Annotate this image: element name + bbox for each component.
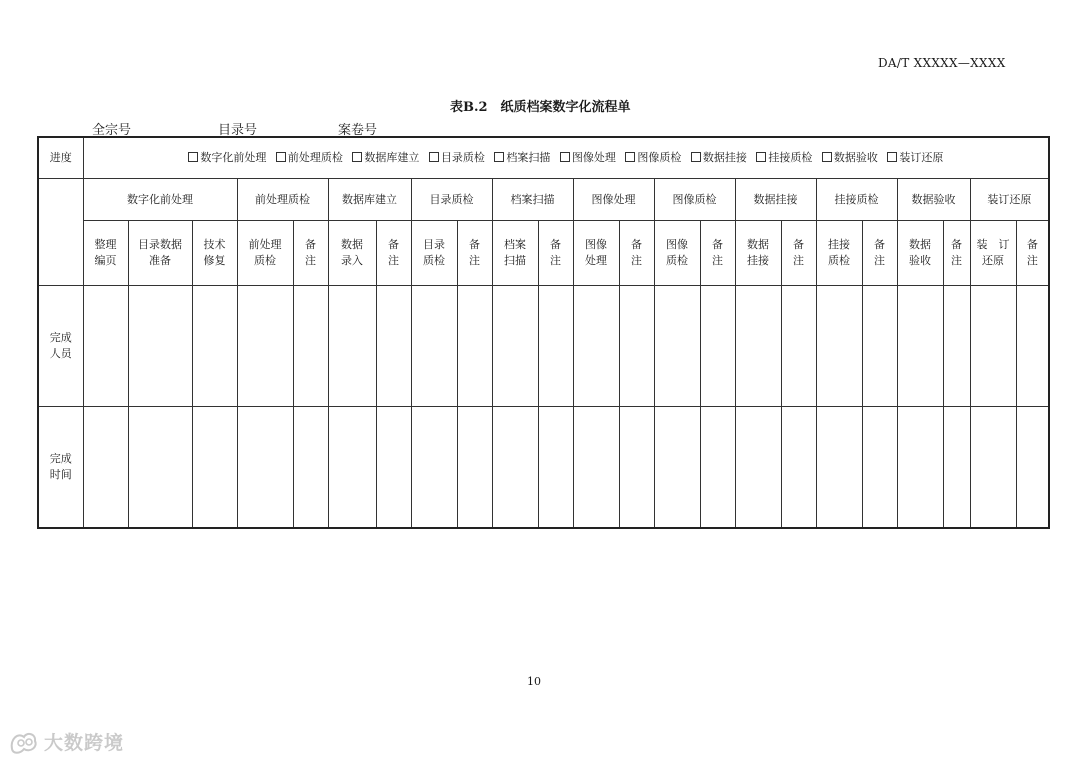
subcolumn-header: 图像 质检 (654, 221, 700, 286)
subcolumn-header: 备 注 (1016, 221, 1049, 286)
subcolumn-header: 备 注 (619, 221, 654, 286)
subcolumn-header: 图像 处理 (573, 221, 619, 286)
group-header: 数据挂接 (735, 179, 816, 221)
subcolumn-header: 备 注 (700, 221, 735, 286)
table-title: 表B.2 纸质档案数字化流程单 (450, 100, 631, 115)
progress-option[interactable]: 装订还原 (887, 151, 943, 164)
entry-cell[interactable] (328, 407, 376, 529)
group-header: 挂接质检 (816, 179, 897, 221)
progress-label: 进度 (38, 137, 83, 179)
progress-option[interactable]: 档案扫描 (494, 151, 550, 164)
checkbox-icon[interactable] (887, 152, 897, 162)
entry-cell[interactable] (293, 286, 328, 407)
digitization-flow-table (37, 136, 1050, 529)
entry-cell[interactable] (970, 407, 1016, 529)
group-header: 数据库建立 (328, 179, 411, 221)
checkbox-icon[interactable] (494, 152, 504, 162)
subcolumn-header: 技术 修复 (192, 221, 237, 286)
entry-cell[interactable] (573, 286, 619, 407)
subcolumn-header: 装 订 还原 (970, 221, 1016, 286)
subcolumn-header: 前处理 质检 (237, 221, 293, 286)
checkbox-icon[interactable] (276, 152, 286, 162)
entry-cell[interactable] (328, 286, 376, 407)
entry-cell[interactable] (237, 407, 293, 529)
watermark-logo-icon (8, 729, 40, 755)
progress-option[interactable]: 数据验收 (822, 151, 878, 164)
entry-cell[interactable] (376, 286, 411, 407)
subcolumn-header: 备 注 (376, 221, 411, 286)
entry-cell[interactable] (128, 286, 192, 407)
entry-cell[interactable] (83, 286, 128, 407)
subcolumn-header: 备 注 (781, 221, 816, 286)
progress-option[interactable]: 图像处理 (560, 151, 616, 164)
entry-cell[interactable] (492, 407, 538, 529)
subcolumn-header: 数据 录入 (328, 221, 376, 286)
subcolumn-header: 目录 质检 (411, 221, 457, 286)
subcolumn-header: 数据 验收 (897, 221, 943, 286)
subcolumn-header: 目录数据 准备 (128, 221, 192, 286)
entry-cell[interactable] (816, 286, 862, 407)
file-number-label: 案卷号 (338, 123, 378, 138)
entry-cell[interactable] (943, 407, 970, 529)
entry-cell[interactable] (293, 407, 328, 529)
group-header: 前处理质检 (237, 179, 328, 221)
checkbox-icon[interactable] (352, 152, 362, 162)
subcolumn-header: 备 注 (862, 221, 897, 286)
entry-cell[interactable] (1016, 407, 1049, 529)
entry-cell[interactable] (700, 407, 735, 529)
checkbox-icon[interactable] (429, 152, 439, 162)
entry-cell[interactable] (573, 407, 619, 529)
entry-cell[interactable] (862, 407, 897, 529)
group-header: 档案扫描 (492, 179, 573, 221)
checkbox-icon[interactable] (756, 152, 766, 162)
entry-cell[interactable] (700, 286, 735, 407)
subcolumn-header: 整理 编页 (83, 221, 128, 286)
entry-cell[interactable] (781, 407, 816, 529)
entry-cell[interactable] (411, 286, 457, 407)
entry-cell[interactable] (538, 286, 573, 407)
progress-option[interactable]: 数字化前处理 (188, 151, 266, 164)
group-header: 图像处理 (573, 179, 654, 221)
entry-cell[interactable] (781, 286, 816, 407)
subcolumn-header: 备 注 (457, 221, 492, 286)
fonds-number-label: 全宗号 (92, 123, 132, 138)
entry-cell[interactable] (862, 286, 897, 407)
checkbox-icon[interactable] (625, 152, 635, 162)
completed-by-row (38, 286, 1049, 407)
entry-cell[interactable] (128, 407, 192, 529)
entry-cell[interactable] (457, 407, 492, 529)
progress-option[interactable]: 目录质检 (429, 151, 485, 164)
row-label: 完成 时间 (38, 407, 83, 529)
entry-cell[interactable] (735, 407, 781, 529)
entry-cell[interactable] (654, 407, 700, 529)
subcolumn-header: 备 注 (943, 221, 970, 286)
entry-cell[interactable] (237, 286, 293, 407)
progress-option[interactable]: 前处理质检 (276, 151, 343, 164)
entry-cell[interactable] (735, 286, 781, 407)
blank-corner-cell (38, 179, 83, 286)
entry-cell[interactable] (619, 286, 654, 407)
checkbox-icon[interactable] (691, 152, 701, 162)
subcolumn-header: 备 注 (538, 221, 573, 286)
entry-cell[interactable] (970, 286, 1016, 407)
subcolumn-header: 挂接 质检 (816, 221, 862, 286)
standard-code: DA/T XXXXX—XXXX (878, 56, 1006, 70)
progress-option[interactable]: 图像质检 (625, 151, 681, 164)
group-header: 装订还原 (970, 179, 1049, 221)
progress-option[interactable]: 数据库建立 (352, 151, 419, 164)
entry-cell[interactable] (897, 286, 943, 407)
completion-time-row (38, 407, 1049, 529)
entry-cell[interactable] (538, 407, 573, 529)
progress-option[interactable]: 数据挂接 (691, 151, 747, 164)
catalog-number-label: 目录号 (218, 123, 258, 138)
entry-cell[interactable] (943, 286, 970, 407)
group-header: 数字化前处理 (83, 179, 237, 221)
subcolumn-header-row (38, 221, 1049, 286)
entry-cell[interactable] (411, 407, 457, 529)
entry-cell[interactable] (816, 407, 862, 529)
checkbox-icon[interactable] (822, 152, 832, 162)
progress-option[interactable]: 挂接质检 (756, 151, 812, 164)
entry-cell[interactable] (83, 407, 128, 529)
entry-cell[interactable] (376, 407, 411, 529)
subcolumn-header: 备 注 (293, 221, 328, 286)
entry-cell[interactable] (492, 286, 538, 407)
group-header: 图像质检 (654, 179, 735, 221)
subcolumn-header: 数据 挂接 (735, 221, 781, 286)
group-header: 数据验收 (897, 179, 970, 221)
page-number: 10 (527, 675, 541, 688)
entry-cell[interactable] (897, 407, 943, 529)
watermark-text: 大数跨境 (44, 732, 125, 754)
entry-cell[interactable] (457, 286, 492, 407)
group-header: 目录质检 (411, 179, 492, 221)
entry-cell[interactable] (192, 407, 237, 529)
entry-cell[interactable] (619, 407, 654, 529)
checkbox-icon[interactable] (188, 152, 198, 162)
subcolumn-header: 档案 扫描 (492, 221, 538, 286)
entry-cell[interactable] (654, 286, 700, 407)
entry-cell[interactable] (1016, 286, 1049, 407)
row-label: 完成 人员 (38, 286, 83, 407)
checkbox-icon[interactable] (560, 152, 570, 162)
entry-cell[interactable] (192, 286, 237, 407)
watermark (8, 728, 124, 755)
progress-options (83, 137, 1049, 179)
